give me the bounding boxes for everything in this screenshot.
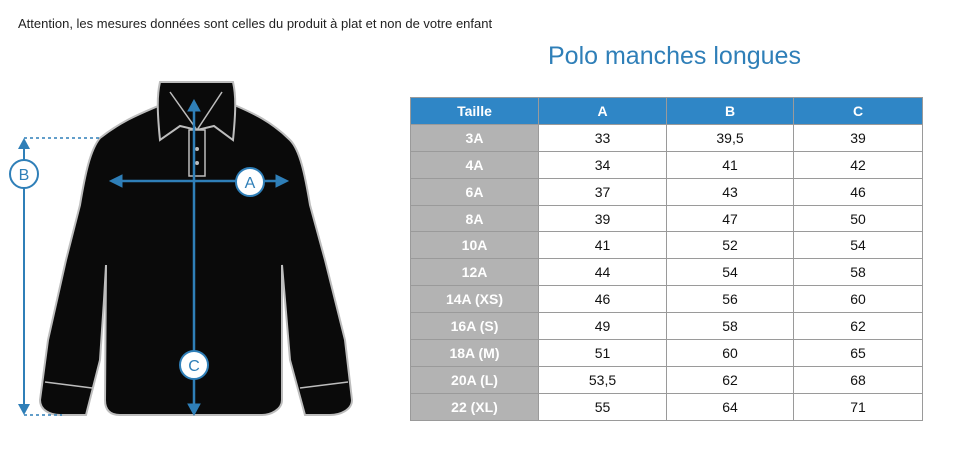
product-title: Polo manches longues [548, 42, 801, 70]
measurement-cell: 62 [794, 313, 923, 340]
table-row [411, 366, 923, 393]
garment-measurement-diagram [0, 60, 400, 465]
size-cell: 6A [411, 178, 539, 205]
measure-b-label: B [18, 167, 30, 184]
header-taille: Taille [411, 98, 539, 125]
measurement-cell: 41 [667, 151, 794, 178]
size-cell: 8A [411, 205, 539, 232]
measurement-cell: 53,5 [539, 366, 667, 393]
measurement-cell: 34 [539, 151, 667, 178]
table-row [411, 178, 923, 205]
measurement-cell: 71 [794, 393, 923, 420]
header-a: A [539, 98, 667, 125]
measure-b-badge [10, 160, 38, 188]
measurement-cell: 55 [539, 393, 667, 420]
measurement-cell: 65 [794, 340, 923, 367]
measurement-cell: 44 [539, 259, 667, 286]
measurement-cell: 47 [667, 205, 794, 232]
size-cell: 10A [411, 232, 539, 259]
size-cell: 3A [411, 124, 539, 151]
measurement-notice: Attention, les mesures données sont celles du produit à plat et non de votre enfant [18, 16, 493, 31]
measurement-cell: 58 [794, 259, 923, 286]
table-row [411, 232, 923, 259]
measurement-cell: 37 [539, 178, 667, 205]
size-chart-table [410, 97, 923, 421]
table-header-row [411, 98, 923, 125]
measurement-cell: 60 [667, 340, 794, 367]
table-row [411, 313, 923, 340]
measure-c-label: C [188, 358, 200, 375]
measurement-cell: 49 [539, 313, 667, 340]
size-cell: 4A [411, 151, 539, 178]
header-b: B [667, 98, 794, 125]
size-cell: 14A (XS) [411, 286, 539, 313]
measurement-cell: 39 [539, 205, 667, 232]
measurement-cell: 52 [667, 232, 794, 259]
size-cell: 16A (S) [411, 313, 539, 340]
measurement-cell: 42 [794, 151, 923, 178]
size-cell: 18A (M) [411, 340, 539, 367]
measurement-cell: 39 [794, 124, 923, 151]
measurement-cell: 56 [667, 286, 794, 313]
table-row [411, 151, 923, 178]
measurement-cell: 33 [539, 124, 667, 151]
measurement-cell: 62 [667, 366, 794, 393]
table-row [411, 340, 923, 367]
measurement-cell: 54 [667, 259, 794, 286]
size-cell: 22 (XL) [411, 393, 539, 420]
measurement-cell: 64 [667, 393, 794, 420]
size-table-body [411, 124, 923, 420]
header-c: C [794, 98, 923, 125]
measurement-cell: 46 [539, 286, 667, 313]
placket-button [195, 161, 199, 165]
measurement-cell: 68 [794, 366, 923, 393]
size-cell: 20A (L) [411, 366, 539, 393]
table-row [411, 124, 923, 151]
measure-a-label: A [244, 175, 256, 192]
measurement-cell: 54 [794, 232, 923, 259]
placket-button [195, 147, 199, 151]
table-row [411, 259, 923, 286]
measurement-cell: 46 [794, 178, 923, 205]
measurement-cell: 43 [667, 178, 794, 205]
measurement-cell: 58 [667, 313, 794, 340]
table-row [411, 393, 923, 420]
measurement-cell: 60 [794, 286, 923, 313]
measurement-cell: 50 [794, 205, 923, 232]
measurement-cell: 39,5 [667, 124, 794, 151]
measure-a-badge [236, 168, 264, 196]
table-row [411, 205, 923, 232]
table-row [411, 286, 923, 313]
size-cell: 12A [411, 259, 539, 286]
measurement-cell: 51 [539, 340, 667, 367]
measurement-cell: 41 [539, 232, 667, 259]
measure-c-badge [180, 351, 208, 379]
polo-placket [189, 130, 205, 176]
